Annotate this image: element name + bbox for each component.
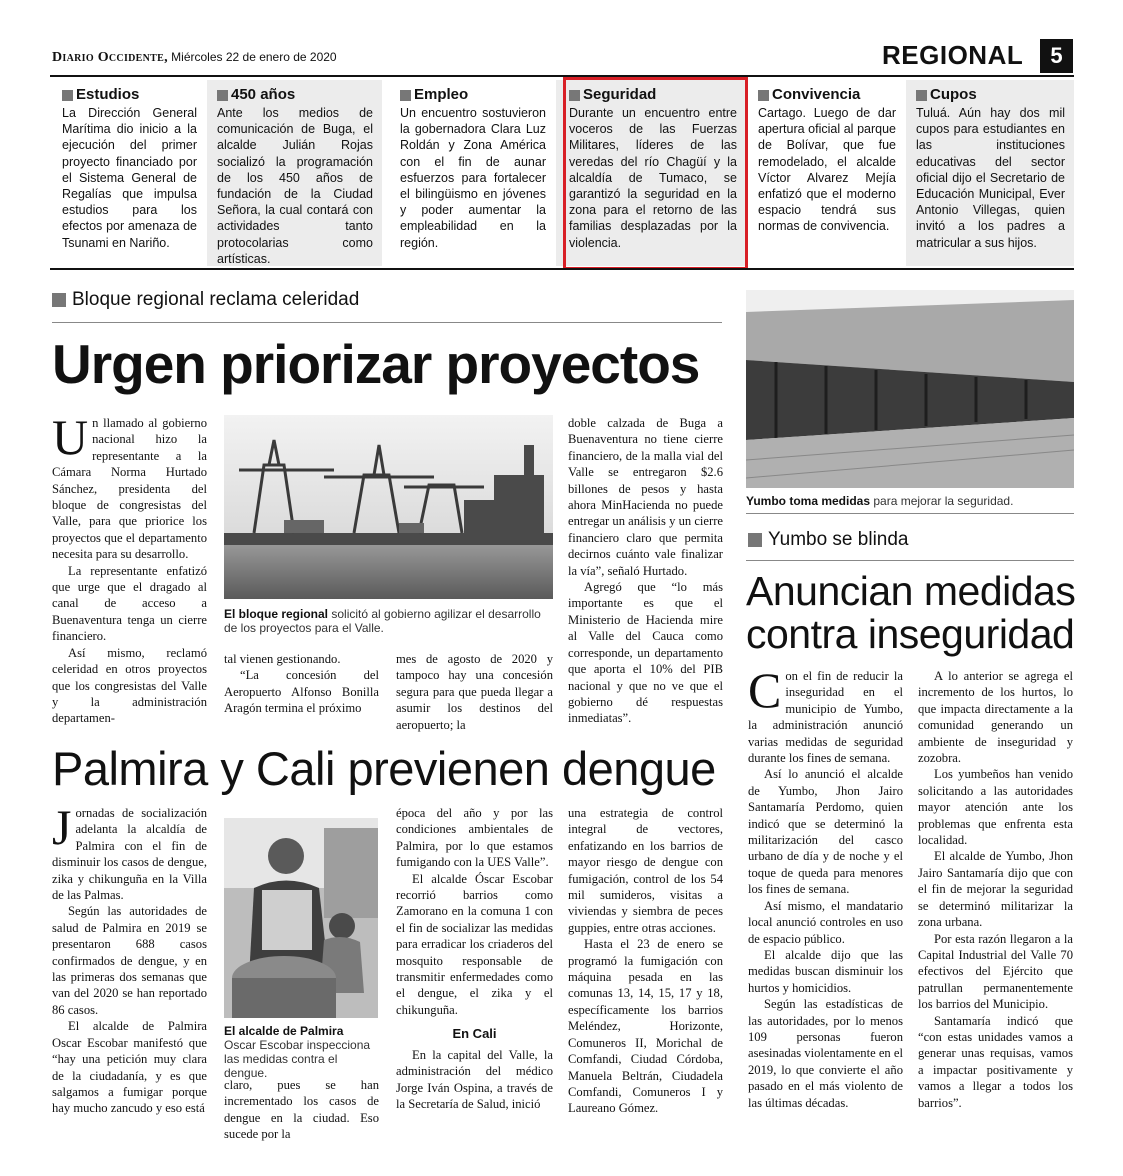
- paragraph: El alcalde de Yumbo, Jhon Jairo Santamaría dijo que con el fin de mejorar la seguridad se determinó militarizar la zona urbana.: [918, 849, 1073, 930]
- issue-date: Miércoles 22 de enero de 2020: [171, 50, 337, 64]
- paragraph: Según las estadísticas de las autoridades, por lo menos 109 personas fueron asesinadas violentamente en el 2019, lo que convierte el año pasado en el más violento de las últimas décadas.: [748, 997, 903, 1110]
- article3-photo-caption: [746, 494, 1076, 508]
- masthead: [52, 49, 337, 66]
- paragraph: Los yumbeños han venido solicitando a las autoridades mayor atención ante los problemas que enfrenta esta localidad.: [918, 767, 1073, 848]
- article2-photo-mayor: [224, 818, 378, 1018]
- paragraph: Santamaría indicó que “con estas unidades vamos a generar unas requisas, vamos a impactar positivamente y vamos a llegar a todos los barrios”.: [918, 1013, 1073, 1110]
- briefs-rule: [50, 268, 1074, 270]
- brief-450-anos: [207, 80, 382, 266]
- article3-col2: [918, 668, 1073, 1111]
- article1-caption: [224, 607, 554, 635]
- highlight-box: [563, 77, 748, 270]
- article1-col3: [396, 651, 553, 733]
- caption-lead: Yumbo toma medidas: [746, 494, 871, 508]
- kicker-text: Yumbo se blinda: [768, 529, 909, 550]
- paragraph: Así mismo, reclamó celeridad en otros proyectos que los congresistas del Valle y la administración departamen-: [52, 645, 207, 726]
- caption-rule: [746, 513, 1074, 514]
- caption-text: Oscar Escobar inspecciona las medidas contra el dengue.: [224, 1038, 371, 1080]
- paragraph: ornadas de socialización adelanta la alcaldía de Palmira con el fin de disminuir los casos de dengue, zika y chikunguña en la Villa de las Palmas.: [52, 806, 207, 903]
- page-number: 5: [1040, 39, 1073, 73]
- article3-photo-building: [746, 290, 1074, 488]
- brief-text: Ante los medios de comunicación de Buga, el alcalde Julián Rojas socializó la programación de los 450 años de fundación de la Ciudad Señora, la cual contará con actividades tanto protocolarias como artísticas.: [217, 106, 373, 266]
- brief-title: Seguridad: [583, 86, 657, 103]
- subheading: En Cali: [452, 1026, 497, 1042]
- caption-text: para mejorar la seguridad.: [870, 494, 1014, 508]
- paragraph: Así mismo, el mandatario local anunció controles en uso de espacio público.: [748, 898, 903, 946]
- bullet-square-icon: [916, 90, 927, 101]
- caption-lead: El bloque regional: [224, 607, 329, 621]
- brief-title: Cupos: [930, 86, 977, 103]
- brief-title: Convivencia: [772, 86, 861, 103]
- article1-col2: [224, 651, 379, 717]
- article3-kicker: [748, 529, 909, 551]
- article3-col1: [748, 662, 903, 1111]
- paragraph: Así lo anunció el alcalde de Yumbo, Jhon Jairo Santamaría Perdomo, quien indicó que se determinó la militarización del casco urbano de día y de noche y el toque de queda para menores los fines de semana.: [748, 767, 903, 897]
- brief-title: Empleo: [414, 86, 469, 103]
- article1-col1: [52, 409, 207, 727]
- kicker-text: Bloque regional reclama celeridad: [72, 289, 360, 310]
- paragraph: Hasta el 23 de enero se programó la fumigación con máquina pesada en las comunas 13, 14, 15, 17 y 18, específicamente los barrios Meléndez, Horizonte, Comuneros II, Morichal de Comfandi, Ciudad Córdoba, Manuela Beltrán, Ciudadela Comfandi, Comuneros I y Laureano Gómez.: [568, 937, 723, 1116]
- article2-col1: [52, 799, 207, 1117]
- kicker-rule: [52, 322, 722, 323]
- paragraph: on el fin de reducir la inseguridad en el municipio de Yumbo, la administración anunció varias medidas de seguridad durante los fines de semana.: [748, 669, 903, 766]
- brief-title: 450 años: [231, 86, 296, 103]
- brief-estudios: [52, 80, 206, 266]
- article1-kicker: [52, 289, 359, 311]
- brief-text: La Dirección General Marítima dio inicio a la ejecución del primer proyecto financiado por el Sistema General de Regalías que impulsa estudios para los efectos por amenaza de Tsunami en Nariño.: [62, 106, 197, 250]
- paragraph: El alcalde de Palmira Oscar Escobar manifestó que “hay una petición muy clara de la ciudadanía, y es que salgamos a fumigar porque hay mucho zancudo y eso está: [52, 1019, 207, 1116]
- paragraph: una estrategia de control integral de vectores, enfatizando en los barrios de mayor riesgo de dengue con fumigación, control de los 54 mil sumideros, visitas a viviendas y siembra de peces guppies, entre otras acciones.: [568, 806, 723, 935]
- brief-title: Estudios: [76, 86, 140, 103]
- newspaper-name: Diario Occidente,: [52, 50, 168, 65]
- paragraph: “La concesión del Aeropuerto Alfonso Bonilla Aragón termina el próximo: [224, 668, 379, 716]
- bullet-square-icon: [758, 90, 769, 101]
- paragraph: mes de agosto de 2020 y tampoco hay una concesión segura para que pueda llegar a asumir los destinos del aeropuerto; la: [396, 652, 553, 732]
- paragraph: La representante enfatizó que urge que el dragado al canal de acceso a Buenaventura tenga un cierre financiero.: [52, 563, 207, 644]
- brief-convivencia: [748, 80, 905, 266]
- article1-photo-port-cranes: [224, 415, 553, 599]
- paragraph: tal vienen gestionando.: [224, 652, 341, 666]
- dropcap: J: [52, 799, 72, 855]
- bullet-square-icon: [52, 293, 66, 307]
- caption-text: solicitó al gobierno agilizar el desarrollo de los proyectos para el Valle.: [224, 607, 541, 635]
- brief-text: Cartago. Luego de dar apertura oficial al parque de Bolívar, que fue remodelado, el alcalde Víctor Alvarez Mejía enfatizó que el moderno espacio tendrá sus normas de convivencia.: [758, 106, 896, 234]
- caption-lead: El alcalde de Palmira: [224, 1024, 344, 1038]
- article1-col4: [568, 415, 723, 727]
- paragraph: A lo anterior se agrega el incremento de los hurtos, lo que impacta directamente a la comunidad generando un ambiente de inseguridad y zozobra.: [918, 669, 1073, 766]
- brief-cupos: [906, 80, 1074, 266]
- dropcap: C: [748, 662, 782, 718]
- paragraph: El alcalde Óscar Escobar recorrió barrios como Zamorano en la comuna 1 con el fin de socializar las medidas para erradicar los criaderos del mosquito responsable de transmitir enfermedades como el dengue, el zika y el chikunguña.: [396, 871, 553, 1017]
- paragraph: claro, pues se han incrementado los casos de dengue en la ciudad. Eso sucede por la: [224, 1078, 379, 1142]
- bullet-square-icon: [62, 90, 73, 101]
- paragraph: doble calzada de Buga a Buenaventura no tiene cierre financiero, de la malla vial del Valle se entregaron $2.6 billones de pesos y hasta ahora MinHacienda no puede entregar un análisis y un cierre financiero claro que permita decirnos cuánto vale finalizar la vía”, señaló Hurtado.: [568, 416, 723, 578]
- kicker-rule: [746, 560, 1074, 561]
- article2-col2: [224, 1077, 379, 1143]
- header-rule: [50, 75, 1074, 77]
- article2-headline: Palmira y Cali previenen dengue: [52, 742, 716, 795]
- bullet-square-icon: [400, 90, 411, 101]
- article3-headline-line1: Anuncian medidas: [746, 568, 1076, 614]
- brief-text: Tuluá. Aún hay dos mil cupos para estudiantes en las instituciones educativas del sector oficial dijo el Secretario de Educación Municipal, Ever Antonio Villegas, quien invitó a los padres a matricular a sus hijos.: [916, 106, 1065, 250]
- brief-text: Un encuentro sostuvieron la gobernadora Clara Luz Roldán y Zona América con el fin de aunar esfuerzos para fortalecer el bilingüismo en jóvenes y poder aumentar la empleabilidad en la región.: [400, 106, 546, 250]
- paragraph: época del año y por las condiciones ambientales de Palmira, por lo que estamos fumigando con la UES Valle”.: [396, 806, 553, 870]
- brief-empleo: [390, 80, 555, 266]
- paragraph: Agregó que “lo más importante es que el Ministerio de Hacienda mire al Valle del Cauca como corresponde, un departamento que aporta el 10% del PIB nacional y que no ve que el gobierno dé respuestas inmediatas”.: [568, 580, 723, 726]
- article2-col4: [568, 805, 723, 1117]
- article1-headline: Urgen priorizar proyectos: [52, 333, 700, 395]
- paragraph: El alcalde dijo que las medidas buscan disminuir los hurtos y homicidios.: [748, 947, 903, 995]
- article2-caption: [224, 1024, 378, 1080]
- brief-text: Durante un encuentro entre voceros de las Fuerzas Militares, líderes de las veredas del río Chagüí y la alcaldía de Tumaco, se garantizó la seguridad en la zona para el retorno de las familias desplazadas por la violencia.: [569, 106, 737, 250]
- paragraph: Según las autoridades de salud de Palmira en 2019 se presentaron 688 casos confirmados de dengue, y en las primeras dos semanas que van del 2020 se han reportado 86 casos.: [52, 904, 207, 1017]
- section-title: REGIONAL: [882, 40, 1024, 70]
- paragraph: Por esta razón llegaron a la Capital Industrial del Valle 70 efectivos del Ejército que patrullan permanentemente los barrios del Municipio.: [918, 931, 1073, 1012]
- bullet-square-icon: [748, 533, 762, 547]
- paragraph: n llamado al gobierno nacional hizo la representante a la Cámara Norma Hurtado Sánchez, presidenta del bloque de congresistas del Valle, para que priorice los proyectos que el departamento necesita para su desarrollo.: [52, 416, 207, 562]
- article3-headline-line2: contra inseguridad: [746, 611, 1075, 657]
- article2-col3: [396, 805, 553, 1112]
- paragraph: En la capital del Valle, la administración del médico Jorge Iván Ospina, a través de la Secretaría de Salud, inició: [396, 1047, 553, 1111]
- dropcap: U: [52, 409, 89, 465]
- bullet-square-icon: [217, 90, 228, 101]
